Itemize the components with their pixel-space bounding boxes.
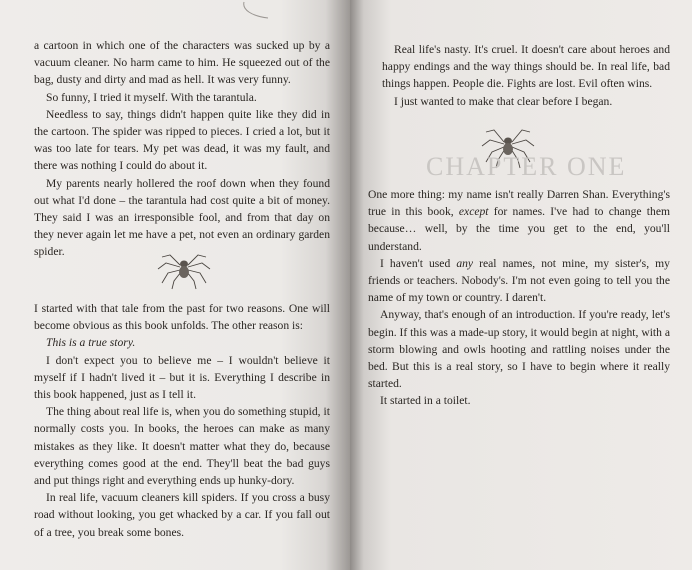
paragraph: My parents nearly hollered the roof down when they found out what I'd done – the tarantula had cost quite a bit of money. They said I was an irresponsible fool, and from that day on they never again let me have a pet, not even an ordinary garden spider. [34, 176, 330, 259]
left-page-top-text [34, 37, 330, 261]
paragraph-italic: This is a true story. [46, 336, 136, 350]
paragraph: a cartoon in which one of the characters was sucked up by a vacuum cleaner. No harm came to him. He squeezed out of the bag, dusty and dirty and mad as hell. It was very funny. [34, 39, 330, 87]
left-page-bottom-text [34, 300, 330, 541]
paragraph: I don't expect you to believe me – I wouldn't believe it myself if I hadn't lived it – but it is. Everything I describe in this book happened, just as I tell it. [34, 353, 330, 402]
paragraph: I started with that tale from the past for two reasons. One will become obvious as this book unfolds. The other reason is: [34, 302, 330, 333]
spider-icon [156, 243, 212, 291]
squiggle-mark [238, 0, 278, 22]
right-page-bottom-text [368, 186, 670, 410]
right-page-top-text [382, 41, 670, 110]
paragraph: In real life, vacuum cleaners kill spiders. If you cross a busy road without looking, you get whacked by a car. If you fall out of a tree, you break some bones. [34, 491, 330, 539]
emphasis: any [456, 256, 474, 270]
paragraph: I haven't used any real names, not mine, my sister's, my friends or teachers. Nobody's. I'm not even going to tell you the name of my town or country. I daren't. [368, 256, 670, 305]
paragraph: The thing about real life is, when you do something stupid, it normally costs you. In books, the heroes can make as many mistakes as they like. It doesn't matter what they do, because everything comes good at the end. They'll beat the bad guys and put things right and everything ends up hunky-dory. [34, 405, 330, 488]
paragraph: One more thing: my name isn't really Darren Shan. Everything's true in this book, except for names. I've had to change them because… well, by the time you get to the end, you'll understand. [368, 188, 670, 253]
paragraph: Real life's nasty. It's cruel. It doesn't care about heroes and happy endings and the way things should be. In real life, bad things happen. People die. Fights are lost. Evil often wins. [382, 43, 670, 91]
paragraph: It started in a toilet. [380, 394, 471, 408]
paragraph: So funny, I tried it myself. With the tarantula. [46, 90, 257, 104]
emphasis: except [458, 205, 489, 219]
paragraph: I just wanted to make that clear before I began. [394, 94, 613, 108]
chapter-heading: CHAPTER ONE [426, 152, 627, 181]
paragraph: Needless to say, things didn't happen quite like they did in the cartoon. The spider was ripped to pieces. I cried a lot, but it was too late for tears. My pet was dead, it was my fault, and there was nothing I could do about it. [34, 107, 330, 173]
paragraph: Anyway, that's enough of an introduction. If you're ready, let's begin. If this was a made-up story, it would begin at night, with a storm blowing and owls hooting and rattling noises under the bed. But this is a real story, so I have to begin where it really started. [368, 308, 670, 391]
